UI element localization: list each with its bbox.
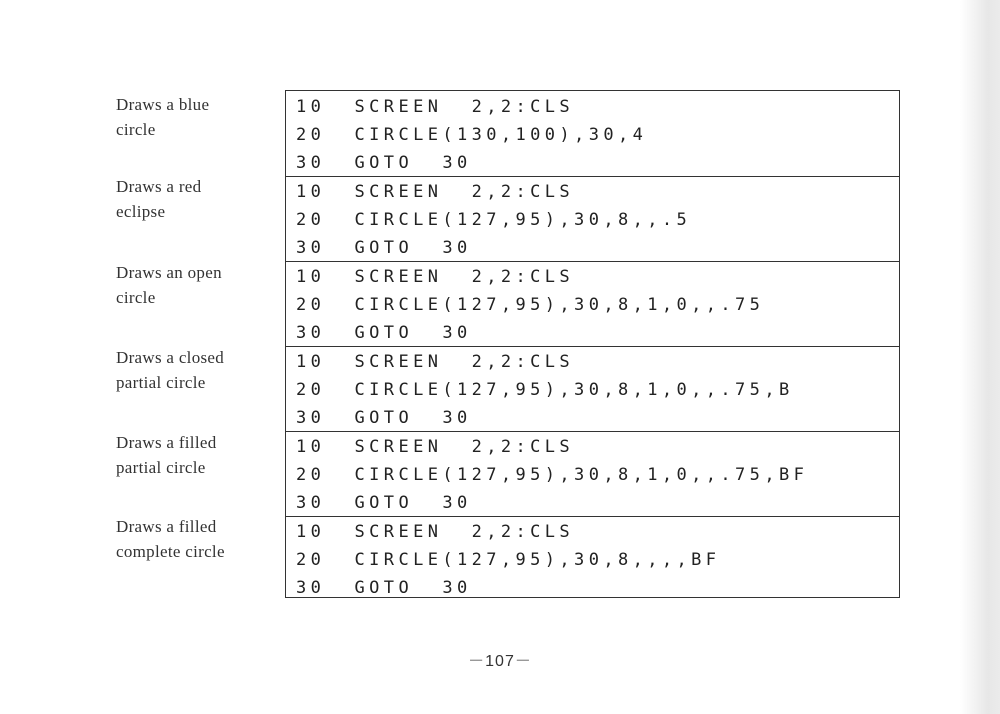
code-line: 20 CIRCLE(127,95),30,8,1,0,,.75,BF bbox=[296, 465, 809, 485]
code-listing-box bbox=[285, 90, 900, 598]
code-line: 30 GOTO 30 bbox=[296, 578, 472, 598]
code-block-blue-circle bbox=[286, 91, 899, 176]
code-line: 30 GOTO 30 bbox=[296, 323, 472, 343]
description-filled-complete-circle: Draws a filled complete circle bbox=[116, 517, 225, 561]
code-block-filled-partial-circle bbox=[286, 431, 899, 516]
code-line: 20 CIRCLE(127,95),30,8,1,0,,.75 bbox=[296, 295, 765, 315]
description-blue-circle: Draws a blue circle bbox=[116, 95, 210, 139]
description-open-circle: Draws an open circle bbox=[116, 263, 222, 307]
page-number: －107－ bbox=[468, 653, 532, 670]
code-line: 10 SCREEN 2,2:CLS bbox=[296, 352, 575, 372]
code-line: 30 GOTO 30 bbox=[296, 238, 472, 258]
description-red-eclipse: Draws a red eclipse bbox=[116, 177, 202, 221]
code-line: 10 SCREEN 2,2:CLS bbox=[296, 97, 575, 117]
code-block-closed-partial-circle bbox=[286, 346, 899, 431]
code-block-filled-complete-circle bbox=[286, 516, 899, 596]
code-line: 10 SCREEN 2,2:CLS bbox=[296, 522, 575, 542]
code-line: 30 GOTO 30 bbox=[296, 153, 472, 173]
page-edge-shadow bbox=[960, 0, 1000, 714]
code-block-red-eclipse bbox=[286, 176, 899, 261]
code-line: 20 CIRCLE(127,95),30,8,1,0,,.75,B bbox=[296, 380, 794, 400]
code-line: 30 GOTO 30 bbox=[296, 408, 472, 428]
description-filled-partial-circle: Draws a filled partial circle bbox=[116, 433, 217, 477]
code-line: 10 SCREEN 2,2:CLS bbox=[296, 182, 575, 202]
code-line: 10 SCREEN 2,2:CLS bbox=[296, 437, 575, 457]
code-line: 10 SCREEN 2,2:CLS bbox=[296, 267, 575, 287]
code-line: 20 CIRCLE(127,95),30,8,,.5 bbox=[296, 210, 692, 230]
code-line: 20 CIRCLE(127,95),30,8,,,,BF bbox=[296, 550, 721, 570]
code-line: 20 CIRCLE(130,100),30,4 bbox=[296, 125, 648, 145]
code-line: 30 GOTO 30 bbox=[296, 493, 472, 513]
code-block-open-circle bbox=[286, 261, 899, 346]
description-closed-partial-circle: Draws a closed partial circle bbox=[116, 348, 225, 392]
